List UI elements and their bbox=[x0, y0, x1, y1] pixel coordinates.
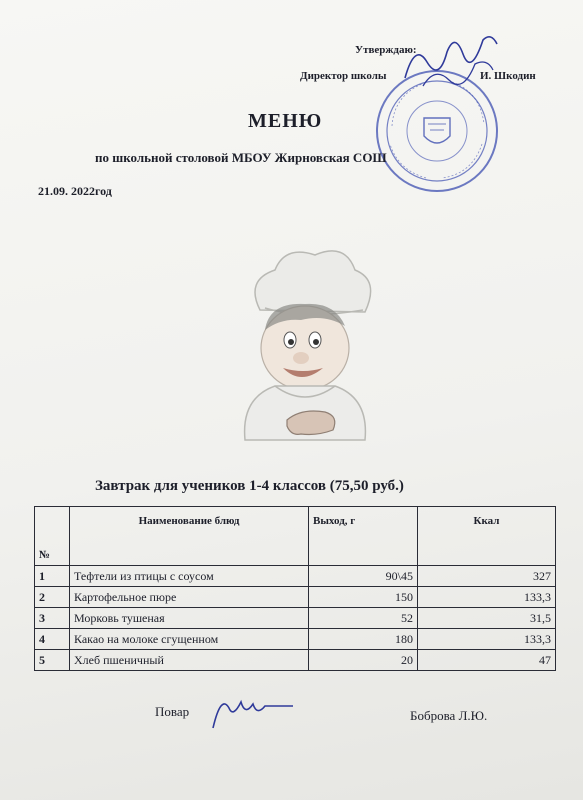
menu-date: 21.09. 2022год bbox=[38, 184, 112, 198]
row-yield: 90\45 bbox=[309, 566, 418, 587]
table-row bbox=[35, 650, 556, 671]
row-kcal: 133,3 bbox=[418, 629, 556, 650]
row-yield: 52 bbox=[309, 608, 418, 629]
director-signature-icon bbox=[395, 22, 505, 102]
cook-label: Повар bbox=[155, 704, 190, 719]
column-header-yield: Выход, г bbox=[309, 507, 418, 566]
chef-illustration-icon bbox=[205, 240, 405, 445]
row-number: 5 bbox=[35, 650, 70, 671]
row-number: 4 bbox=[35, 629, 70, 650]
cook-name: Боброва Л.Ю. bbox=[410, 708, 488, 723]
row-number: 3 bbox=[35, 608, 70, 629]
row-dish: Хлеб пшеничный bbox=[70, 650, 309, 671]
row-number: 1 bbox=[35, 566, 70, 587]
row-yield: 150 bbox=[309, 587, 418, 608]
row-kcal: 31,5 bbox=[418, 608, 556, 629]
row-number: 2 bbox=[35, 587, 70, 608]
row-dish: Морковь тушеная bbox=[70, 608, 309, 629]
row-dish: Тефтели из птицы с соусом bbox=[70, 566, 309, 587]
table-header-row bbox=[35, 507, 556, 566]
meal-title: Завтрак для учеников 1-4 классов (75,50 руб.) bbox=[95, 478, 404, 494]
director-label: Директор школы bbox=[300, 70, 387, 82]
column-header-number: № bbox=[35, 507, 70, 566]
page-title: МЕНЮ bbox=[248, 110, 323, 132]
row-yield: 180 bbox=[309, 629, 418, 650]
table-row bbox=[35, 608, 556, 629]
row-kcal: 47 bbox=[418, 650, 556, 671]
row-yield: 20 bbox=[309, 650, 418, 671]
table-row bbox=[35, 587, 556, 608]
menu-table bbox=[34, 506, 556, 671]
row-dish: Какао на молоке сгущенном bbox=[70, 629, 309, 650]
column-header-dish: Наименование блюд bbox=[70, 507, 309, 566]
cook-signature-icon bbox=[205, 688, 300, 734]
director-name: И. Шкодин bbox=[480, 70, 536, 82]
row-kcal: 133,3 bbox=[418, 587, 556, 608]
approve-label: Утверждаю: bbox=[355, 44, 417, 56]
table-row bbox=[35, 629, 556, 650]
row-dish: Картофельное пюре bbox=[70, 587, 309, 608]
row-kcal: 327 bbox=[418, 566, 556, 587]
table-row bbox=[35, 566, 556, 587]
page-subtitle: по школьной столовой МБОУ Жирновская СОШ bbox=[95, 150, 387, 165]
column-header-kcal: Ккал bbox=[418, 507, 556, 566]
